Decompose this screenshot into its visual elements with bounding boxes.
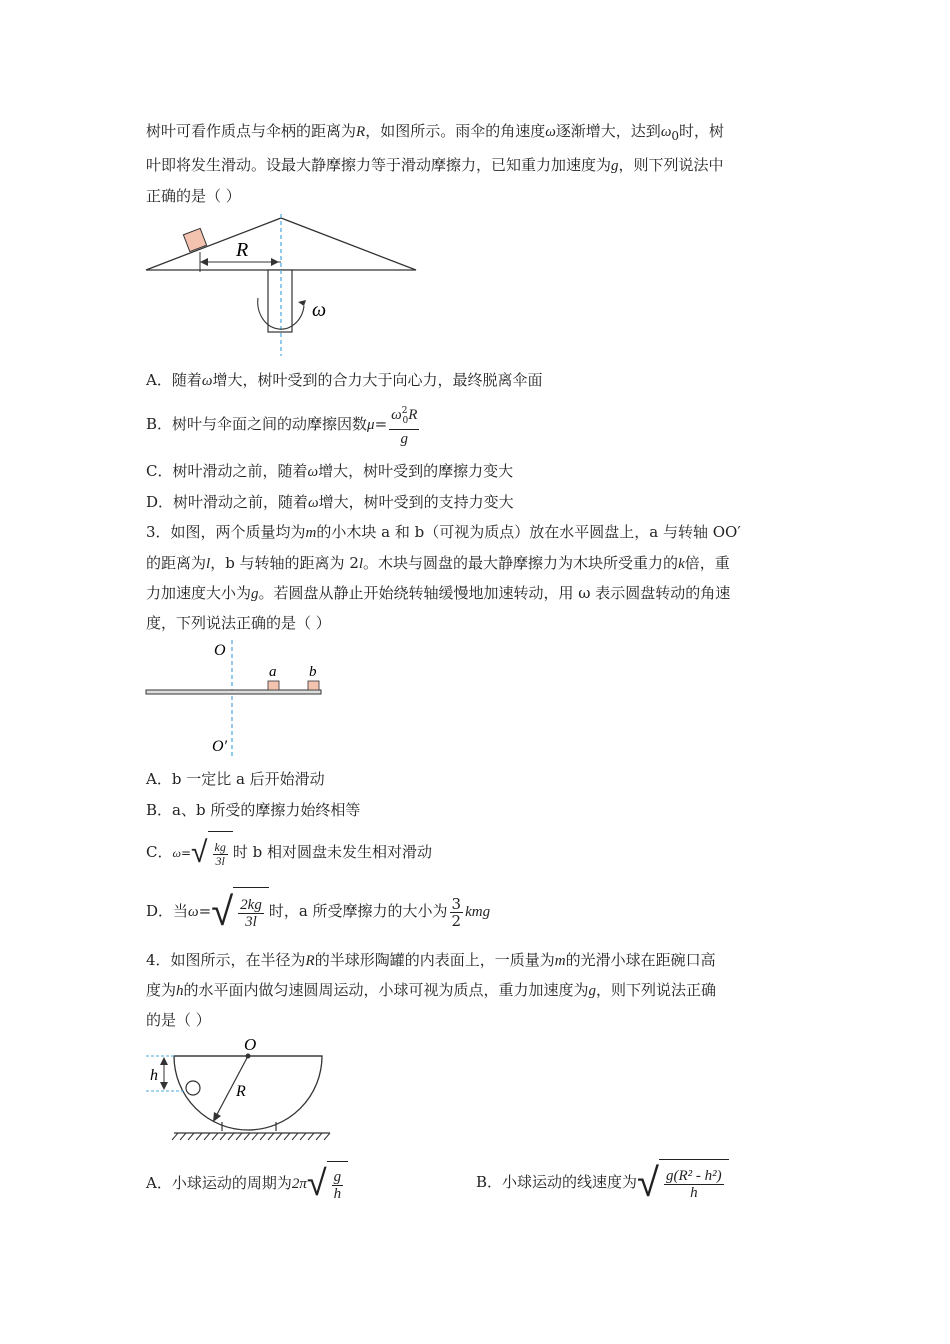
- sub: 0: [671, 129, 680, 143]
- text: 叶即将发生滑动。设最大静摩擦力等于滑动摩擦力，已知重力加速度为: [146, 156, 612, 174]
- q3-option-a: A．b 一定比 a 后开始滑动: [146, 770, 325, 788]
- fig-O-prime-label: O′: [212, 738, 228, 755]
- fig-R-label: R: [236, 1083, 246, 1100]
- var-omega: ω: [391, 407, 402, 423]
- q2-option-a: [146, 370, 542, 391]
- q2-option-c: [146, 461, 513, 482]
- text: 时，a 所受摩擦力的大小为: [268, 902, 448, 920]
- den: h: [690, 1185, 698, 1202]
- disk-figure: [140, 636, 340, 758]
- den: 3l: [215, 854, 225, 869]
- var-R: R: [408, 407, 418, 423]
- text: ，b 与转轴的距离为 2: [210, 554, 359, 572]
- text: 3．如图，两个质量均为: [146, 523, 306, 541]
- text: =: [374, 415, 388, 433]
- umbrella-figure: [140, 210, 430, 360]
- var-g: g: [588, 983, 597, 999]
- text: C．: [146, 843, 173, 861]
- fig-b-label: b: [309, 664, 317, 680]
- var-k: k: [678, 556, 685, 572]
- var-omega: ω: [172, 846, 181, 860]
- text: 树叶可看作质点与伞柄的距离为: [146, 122, 357, 140]
- q3-stem-line4: 度，下列说法正确的是（ ）: [146, 614, 331, 632]
- var-omega: ω: [201, 373, 213, 389]
- num: 2kg: [240, 897, 262, 914]
- fraction: [389, 403, 419, 447]
- var-omega: ω: [308, 495, 319, 511]
- q4-stem-line3: 的是（ ）: [146, 1011, 211, 1029]
- text: 增大，树叶受到的摩擦力变大: [318, 462, 514, 480]
- text: 的光滑小球在距碗口高: [565, 951, 716, 969]
- q4-option-a: [146, 1160, 348, 1208]
- sqrt: √ $\frac{kg}{3l}$: [191, 830, 233, 876]
- text: 时，树: [679, 122, 725, 140]
- text: 度为: [146, 981, 177, 999]
- var-g: g: [611, 158, 619, 174]
- sqrt: √ $\frac{2kg}{3l}$: [211, 886, 269, 938]
- q3-stem-line2: [146, 553, 730, 574]
- text: ，则下列说法中: [618, 156, 724, 174]
- q2-stem-line2: [146, 155, 724, 176]
- sup: 2: [401, 406, 408, 416]
- q3-option-c: C．ω=√ $\frac{kg}{3l}$ 时 b 相对圆盘未发生相对滑动: [146, 830, 432, 876]
- fig-a-label: a: [269, 664, 277, 680]
- text: 的距离为: [146, 554, 207, 572]
- text: B．小球运动的线速度为: [476, 1173, 638, 1191]
- q3-stem-line1: [146, 522, 741, 543]
- fig-h-label: h: [150, 1067, 158, 1084]
- text: 的小木块 a 和 b（可视为质点）放在水平圆盘上，a 与转轴 OO′: [316, 523, 741, 541]
- den: 3l: [245, 914, 257, 931]
- q3-option-d: D．当ω=√ $\frac{2kg}{3l}$ 时，a 所受摩擦力的大小为 $\frac{3}{2}$ kmg: [146, 886, 490, 938]
- text: ，如图所示。雨伞的角速度: [365, 122, 546, 140]
- var-omega: ω: [188, 904, 199, 920]
- den: h: [333, 1186, 342, 1203]
- var-h: h: [176, 983, 184, 999]
- text: C．树叶滑动之前，随着: [146, 462, 308, 480]
- fig-O-label: O: [214, 642, 226, 659]
- var-omega0: ω: [660, 124, 672, 140]
- q3-option-b: B．a、b 所受的摩擦力始终相等: [146, 801, 361, 819]
- var-omega: ω: [307, 464, 319, 480]
- sqrt: √ $\frac{\text{g(R² - h²)}}{h}$: [637, 1158, 729, 1208]
- var-m: m: [554, 953, 566, 969]
- text: 。若圆盘从静止开始绕转轴缓慢地加速转动，用 ω 表示圆盘转动的角速: [258, 584, 731, 602]
- bowl-figure: [140, 1034, 340, 1144]
- coef: 2π: [291, 1176, 307, 1192]
- text: B．树叶与伞面之间的动摩擦因数: [146, 415, 368, 433]
- fig-R-label: R: [236, 239, 249, 261]
- sqrt: √ $\frac{g}{h}$: [307, 1160, 348, 1208]
- text: 逐渐增大，达到: [555, 122, 661, 140]
- text: 力加速度大小为: [146, 584, 252, 602]
- text: 4．如图所示，在半径为: [146, 951, 306, 969]
- var-omega: ω: [545, 124, 556, 140]
- text: ，则下列说法正确: [596, 981, 717, 999]
- sub: 0: [402, 416, 409, 426]
- fig-omega-label: ω: [312, 299, 327, 321]
- q3-stem-line3: [146, 583, 730, 604]
- num: g: [333, 1169, 342, 1186]
- q4-stem-line1: [146, 950, 716, 971]
- q4-stem-line2: [146, 980, 716, 1001]
- text: D．树叶滑动之前，随着: [146, 493, 309, 511]
- var-l: l: [206, 556, 211, 572]
- var-R: R: [356, 124, 366, 140]
- num: kg: [214, 840, 226, 855]
- var-g: g: [400, 431, 408, 447]
- var-kmg: kmg: [465, 904, 491, 920]
- fig-O-label: O: [244, 1035, 257, 1054]
- text: 倍，重: [684, 554, 730, 572]
- text: A．随着: [146, 371, 202, 389]
- num: 3: [451, 894, 462, 913]
- text: 的半球形陶罐的内表面上，一质量为: [314, 951, 555, 969]
- text: 增大，树叶受到的合力大于向心力，最终脱离伞面: [212, 371, 543, 389]
- q2-stem-line1: [146, 121, 724, 146]
- text: 的水平面内做匀速圆周运动，小球可视为质点，重力加速度为: [183, 981, 589, 999]
- text: A．小球运动的周期为: [146, 1174, 292, 1192]
- q4-option-b: [476, 1158, 729, 1208]
- text: 。木块与圆盘的最大静摩擦力为木块所受重力的: [363, 554, 679, 572]
- den: 2: [451, 911, 462, 930]
- var-R: R: [305, 953, 315, 969]
- var-mu: μ: [367, 417, 375, 433]
- var-g: g: [251, 586, 259, 602]
- var-l: l: [358, 556, 364, 572]
- q2-option-d: [146, 492, 514, 513]
- text: D．当: [146, 902, 189, 920]
- num: g(R² - h²): [665, 1168, 722, 1185]
- q2-option-b: [146, 402, 421, 447]
- q2-stem-line3: 正确的是（ ）: [146, 187, 241, 205]
- text: 时 b 相对圆盘未发生相对滑动: [232, 843, 432, 861]
- text: 增大，树叶受到的支持力变大: [318, 493, 514, 511]
- var-m: m: [305, 525, 317, 541]
